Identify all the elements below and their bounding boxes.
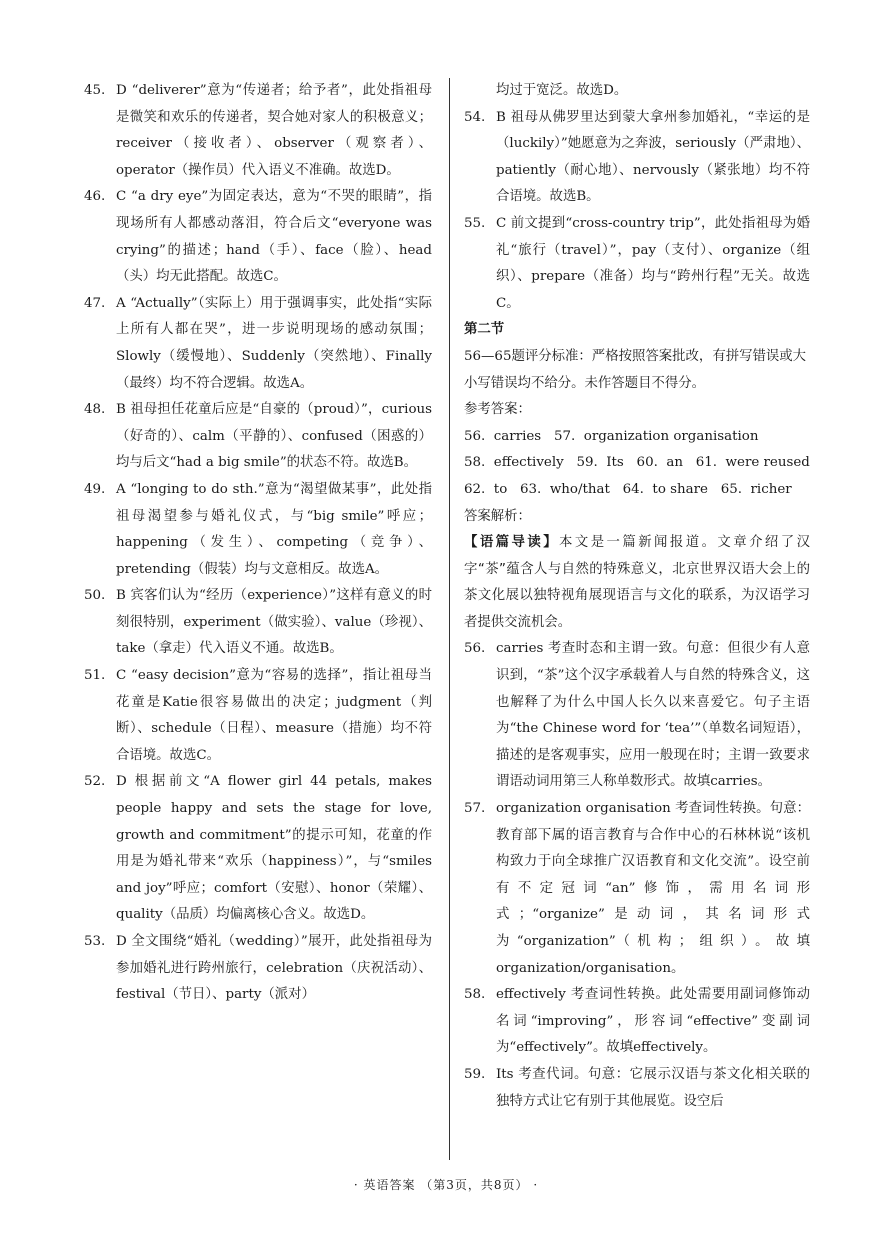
grading-note: 56—65题评分标准：严格按照答案批改，有拼写错误或大小写错误均不给分。未作答题目不得分。 (464, 348, 807, 391)
item-text: Its 考查代词。句意：它展示汉语与茶文化相关联的独特方式让它有别于其他展览。设空后 (496, 1066, 810, 1109)
item-text: B 宾客们认为“经历（experience）”这样有意义的时刻很特别，experiment（做实验）、value（珍视）、take（拿走）代入语义不通。故选B。 (116, 588, 432, 657)
answer-item (84, 769, 432, 929)
section-title: 第二节 (464, 322, 505, 338)
page-footer: · 英语答案 （第3页，共8页） · (353, 1178, 539, 1192)
right-column (464, 78, 810, 1115)
item-text: D 根据前文“A flower girl 44 petals, makes people happy and sets the stage for love, growth and commitment”的提示可知，花童的作用是为婚礼带来“欢乐（happiness）”，与“smiles and joy”呼应；comfort（安慰）、honor（荣耀）、quality（品质）均偏离核心含义。故选D。 (116, 774, 432, 923)
item-text: C “easy decision”意为“容易的选择”，指让祖母当花童是Katie很容易做出的决定；judgment（判断）、schedule（日程）、measure（措施）均不符合语境。故选C。 (116, 668, 432, 763)
item-number: 55. (464, 215, 486, 231)
key-label: 参考答案： (464, 402, 531, 418)
item-text: B 祖母担任花童后应是“自豪的（proud）”，curious（好奇的）、calm（平静的）、confused（困惑的）均与后文“had a big smile”的状态不符。故选B。 (116, 402, 432, 471)
item-number: 49. (84, 481, 106, 497)
item-number: 59. (464, 1066, 486, 1082)
answer-item (84, 583, 432, 663)
item-text: effectively 考查词性转换。此处需要用副词修饰动名词“improving”，形容词“effective”变副词为“effectively”。故填effectively。 (496, 987, 810, 1056)
answer-item (84, 929, 432, 1009)
continued-text: 均过于宽泛。故选D。 (496, 83, 628, 98)
item-number: 53. (84, 934, 106, 949)
item-number: 58. (464, 987, 486, 1003)
key-row: 62. to 63. who/that 64. to share 65. richer (464, 481, 792, 497)
answer-item (84, 291, 432, 397)
item-number: 56. (464, 641, 486, 657)
item-text: carries 考查时态和主谓一致。句意：但很少有人意识到，“茶”这个汉字承载着人与自然的特殊含义，这也解释了为什么中国人长久以来喜爱它。句子主语为“the Chinese word for ‘tea’”（单数名词短语），描述的是客观事实，应用一般现在时；主谓一致要求谓语动词用第三人称单数形式。故填carries。 (496, 641, 810, 790)
item-text: D “deliverer”意为“传递者；给予者”，此处指祖母是微笑和欢乐的传递者，契合她对家人的积极意义；receiver（接收者）、observer（观察者）、operator（操作员）代入语义不准确。故选D。 (116, 83, 432, 178)
item-text: B 祖母从佛罗里达到蒙大拿州参加婚礼，“幸运的是（luckily）”她愿意为之奔波，seriously（严肃地）、patiently（耐心地）、nervously（紧张地）均不符合语境。故选B。 (496, 109, 810, 205)
analysis-item (464, 1062, 810, 1115)
item-number: 54. (464, 109, 486, 125)
item-text: organization organisation 考查词性转换。句意：教育部下属的语言教育与合作中心的石林林说“该机构致力于向全球推广汉语教育和文化交流”。设空前有不定冠词“an”修饰，需用名词形式；“organize”是动词，其名词形式为“organization”（机构；组织）。故填organization/organisation。 (496, 801, 810, 976)
item-text: C “a dry eye”为固定表达，意为“不哭的眼睛”，指现场所有人都感动落泪，符合后文“everyone was crying”的描述；hand（手）、face（脸）、head（头）均无此搭配。故选C。 (116, 189, 432, 285)
left-column (84, 78, 432, 1009)
column-divider (449, 78, 450, 1160)
analysis-item (464, 796, 810, 982)
passage-guide (464, 530, 810, 636)
answer-item (464, 211, 810, 317)
guide-tag: 【语篇导读】 (464, 535, 560, 551)
analysis-label: 答案解析： (464, 508, 531, 524)
analysis-item (464, 636, 810, 796)
answer-item (84, 663, 432, 769)
item-number: 52. (84, 774, 106, 790)
answer-item (84, 477, 432, 583)
analysis-item (464, 982, 810, 1062)
item-number: 47. (84, 295, 106, 311)
key-row: 56. carries 57. organization organisation (464, 428, 759, 444)
item-number: 45. (84, 83, 106, 98)
item-number: 51. (84, 668, 106, 684)
guide-text: 本文是一篇新闻报道。文章介绍了汉字“茶”蕴含人与自然的特殊意义，北京世界汉语大会上的茶文化展以独特视角展现语言与文化的联系，为汉语学习者提供交流机会。 (464, 535, 810, 630)
answer-item (84, 78, 432, 184)
answer-item (464, 105, 810, 211)
item-text: A “Actually”（实际上）用于强调事实，此处指“实际上所有人都在哭”，进一步说明现场的感动氛围；Slowly（缓慢地）、Suddenly（突然地）、Finally（最终）均不符合逻辑。故选A。 (116, 295, 432, 391)
item-text: D 全文围绕“婚礼（wedding）”展开，此处指祖母为参加婚礼进行跨州旅行，celebration（庆祝活动）、festival（节日）、party（派对） (116, 934, 432, 1003)
item-number: 46. (84, 189, 106, 205)
answer-item (84, 184, 432, 290)
key-row: 58. effectively 59. Its 60. an 61. were reused (464, 455, 810, 471)
item-text: A “longing to do sth.”意为“渴望做某事”，此处指祖母渴望参与婚礼仪式，与“big smile”呼应；happening（发生）、competing（竞争）、pretending（假装）均与文意相反。故选A。 (116, 481, 432, 577)
item-number: 50. (84, 588, 106, 604)
item-number: 48. (84, 402, 106, 418)
answer-item (84, 397, 432, 477)
item-text: C 前文提到“cross-country trip”，此处指祖母为婚礼“旅行（travel）”，pay（支付）、organize（组织）、prepare（准备）均与“跨州行程”无关。故选C。 (496, 215, 810, 311)
item-number: 57. (464, 801, 486, 817)
